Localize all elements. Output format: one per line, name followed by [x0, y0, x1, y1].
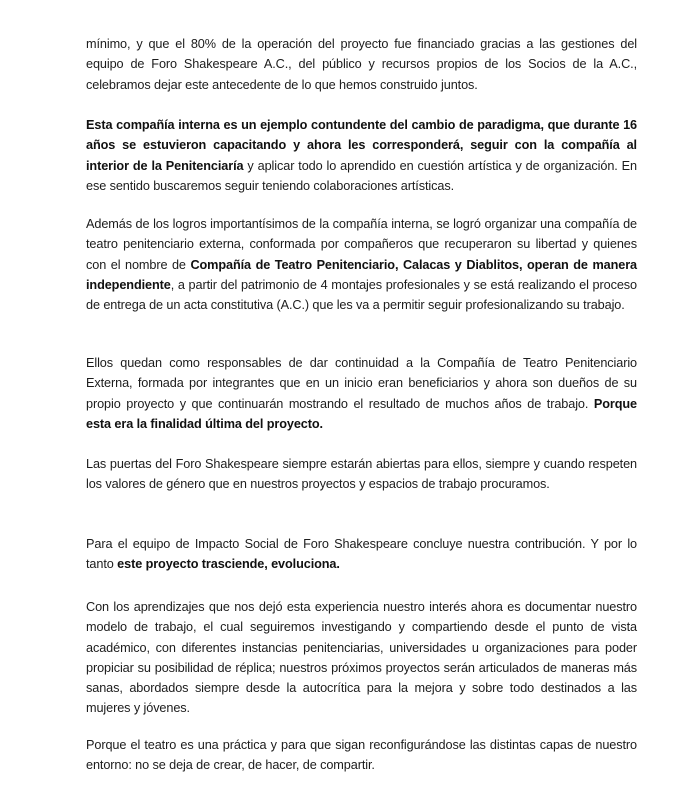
paragraph-text: Porque el teatro es una práctica y para que sigan reconfigurándose las distintas capas de nuestro entorno: no se deja de crear, de hacer, de compartir.: [86, 738, 637, 773]
paragraph-external-company: [86, 214, 637, 315]
emphasis-text: Porque esta era la finalidad última del proyecto.: [86, 396, 637, 431]
paragraph-text: Las puertas del Foro Shakespeare siempre estarán abiertas para ellos, siempre y cuando respeten los valores de género que en nuestros proyectos y espacios de trabajo procuramos.: [86, 457, 637, 492]
paragraph-text: , a partir del patrimonio de 4 montajes profesionales y se está realizando el proceso de entrega de un acta constitutiva (A.C.) que les va a permitir seguir profesionalizando su trabajo.: [86, 277, 637, 313]
paragraph-text: y aplicar todo lo aprendido en cuestión artística y de organización. En ese sentido buscaremos seguir teniendo colaboraciones artísticas.: [86, 158, 637, 193]
paragraph-text: mínimo, y que el 80% de la operación del proyecto fue financiado gracias a las gestiones del equipo de Foro Shakespeare A.C., del público y recursos propios de los Socios de la A.C., celebramos dejar este antecedente de lo que hemos construido juntos.: [86, 37, 637, 92]
paragraph-open-doors: [86, 454, 637, 495]
emphasis-text: Esta compañía interna es un ejemplo contundente del cambio de paradigma, que durante 16 años se estuvieron capacitando y ahora les corresponderá, seguir con la compañía al interior de la Penitenciaría: [86, 118, 637, 173]
paragraph-closing: [86, 735, 637, 776]
paragraph-text: Ellos quedan como responsables de dar continuidad a la Compañía de Teatro Penitenciario Externa, formada por integrantes que en un inicio eran beneficiarios y ahora son dueños de su propio proyecto y que continuarán mostrando el resultado de muchos años de trabajo.: [86, 356, 637, 411]
emphasis-text: este proyecto trasciende, evoluciona.: [117, 557, 340, 572]
emphasis-text: Compañía de Teatro Penitenciario, Calacas y Diablitos, operan de manera independiente: [86, 257, 637, 292]
paragraph-text: Con los aprendizajes que nos dejó esta experiencia nuestro interés ahora es documentar nuestro modelo de trabajo, el cual seguiremos investigando y compartiendo desde el punto de vista académico, con diferentes instancias penitenciarias, universidades u organizaciones para poder propiciar su posibilidad de réplica; nuestros próximos proyectos serán articulados de maneras más sanas, abordados siempre desde la autocrítica para la mejora y sobre todo destinados a las mujeres y jóvenes.: [86, 600, 637, 716]
paragraph-text: Para el equipo de Impacto Social de Foro Shakespeare concluye nuestra contribución. Y por lo tanto: [86, 537, 637, 572]
paragraph-future-work: [86, 597, 637, 719]
paragraph-continuity: [86, 353, 637, 434]
paragraph-text: Además de los logros importantísimos de la compañía interna, se logró organizar una compañía de teatro penitenciario externa, conformada por compañeros que recuperaron su libertad y quienes con el nombre de: [86, 217, 637, 272]
paragraph-internal-company: [86, 115, 637, 196]
paragraph-conclusion: [86, 534, 637, 575]
paragraph-financing: [86, 34, 637, 95]
